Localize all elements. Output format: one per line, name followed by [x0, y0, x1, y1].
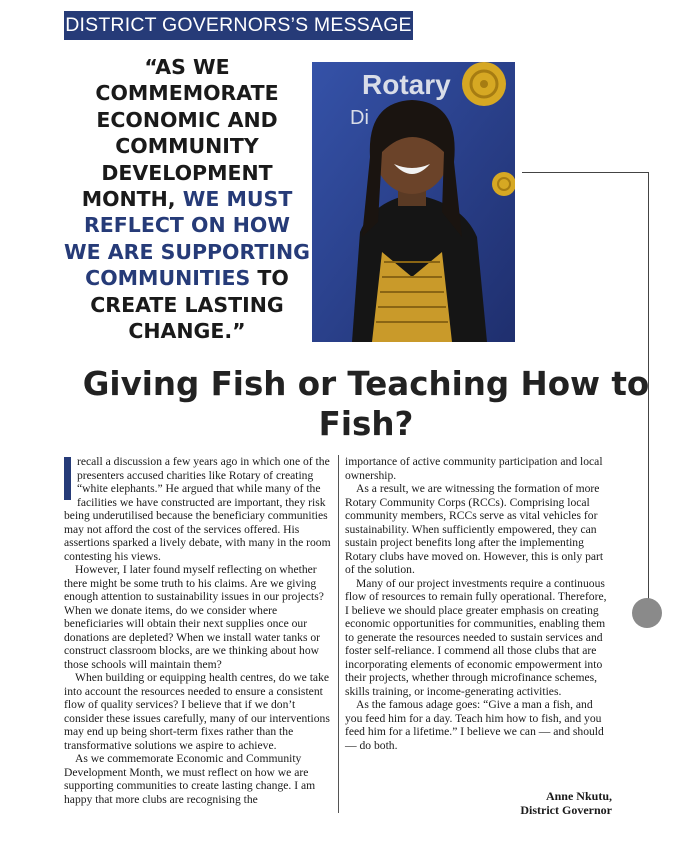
pull-quote — [64, 54, 310, 344]
backdrop-rotary-text: Rotary — [362, 69, 451, 100]
rotary-wheel-icon — [462, 62, 506, 106]
governor-photo — [312, 62, 515, 342]
pull-quote-part3: TO CREATE LASTING CHANGE.” — [90, 266, 289, 344]
column-divider — [338, 455, 339, 813]
connector-dot — [632, 598, 662, 628]
paragraph: As a result, we are witnessing the formation of more Rotary Community Corps (RCCs). Comprising local community members, RCCs serve as vital vehicles for sustainability. When sufficiently empowered, they can sustain project benefits long after the implementing Rotary clubs have moved on. However, this is only part of the solution. — [345, 482, 604, 576]
pull-quote-part1: “AS WE COMMEMORATE ECONOMIC AND COMMUNITY DEVELOPMENT MONTH, — [81, 55, 279, 212]
paragraph: When building or equipping health centres, do we take into account the resources needed to ensure a consistent flow of quality services? I believe that if we don’t consider these issues carefully, many of our interventions may end up being short-term fixes rather than the transformative solutions we aspire to achieve. — [64, 671, 330, 752]
article-column-right — [345, 455, 609, 752]
rotary-wheel-icon-small — [492, 172, 515, 196]
pull-quote-highlight: WE MUST REFLECT ON HOW WE ARE SUPPORTING COMMUNITIES — [64, 187, 310, 291]
paragraph: Many of our project investments require a continuous flow of resources to remain fully operational. Therefore, I believe we should place greater emphasis on creating economic opportunities for communities, enabling them to generate the resources needed to sustain services and foster self-reliance. I commend all those clubs that are incorporating elements of economic empowerment into their projects, whether through microfinance schemes, skills training, or income-generating activities. — [345, 576, 607, 698]
article-column-left — [64, 455, 332, 806]
article-title: Giving Fish or Teaching How to Fish? — [82, 365, 650, 443]
signature-block — [470, 789, 612, 817]
signature-name: Anne Nkutu, — [545, 789, 612, 803]
section-header: DISTRICT GOVERNORS’S MESSAGE — [64, 11, 413, 40]
paragraph: importance of active community participation and local ownership. — [345, 455, 603, 482]
paragraph: recall a discussion a few years ago in which one of the presenters accused charities like Rotary of creating “white elephants.” He argued that while many of the facilities we have constructed are important, they risk being underutilised because the beneficiary communities may not afford the cost of the services offered. His assertions sparked a lively debate, with many in the room contesting his views. — [64, 455, 331, 563]
paragraph: As the famous adage goes: “Give a man a fish, and you feed him for a day. Teach him how to fish, and you feed him for a lifetime.” I believe we can — and should — do both. — [345, 698, 604, 752]
backdrop-di-text: Di — [350, 107, 369, 129]
signature-role: District Governor — [520, 803, 612, 817]
dropcap-initial — [64, 457, 71, 500]
paragraph: However, I later found myself reflecting on whether there might be some truth to his claims. Are we giving enough attention to sustainability issues in our projects? When we donate items, do we consider where beneficiaries will obtain their next supplies once our donations are depleted? When we install water tanks or construct classroom blocks, are we thinking about how those schools will maintain them? — [64, 563, 324, 671]
paragraph: As we commemorate Economic and Community Development Month, we must reflect on how we are supporting communities to create lasting change. I am happy that more clubs are recognising the — [64, 752, 316, 806]
